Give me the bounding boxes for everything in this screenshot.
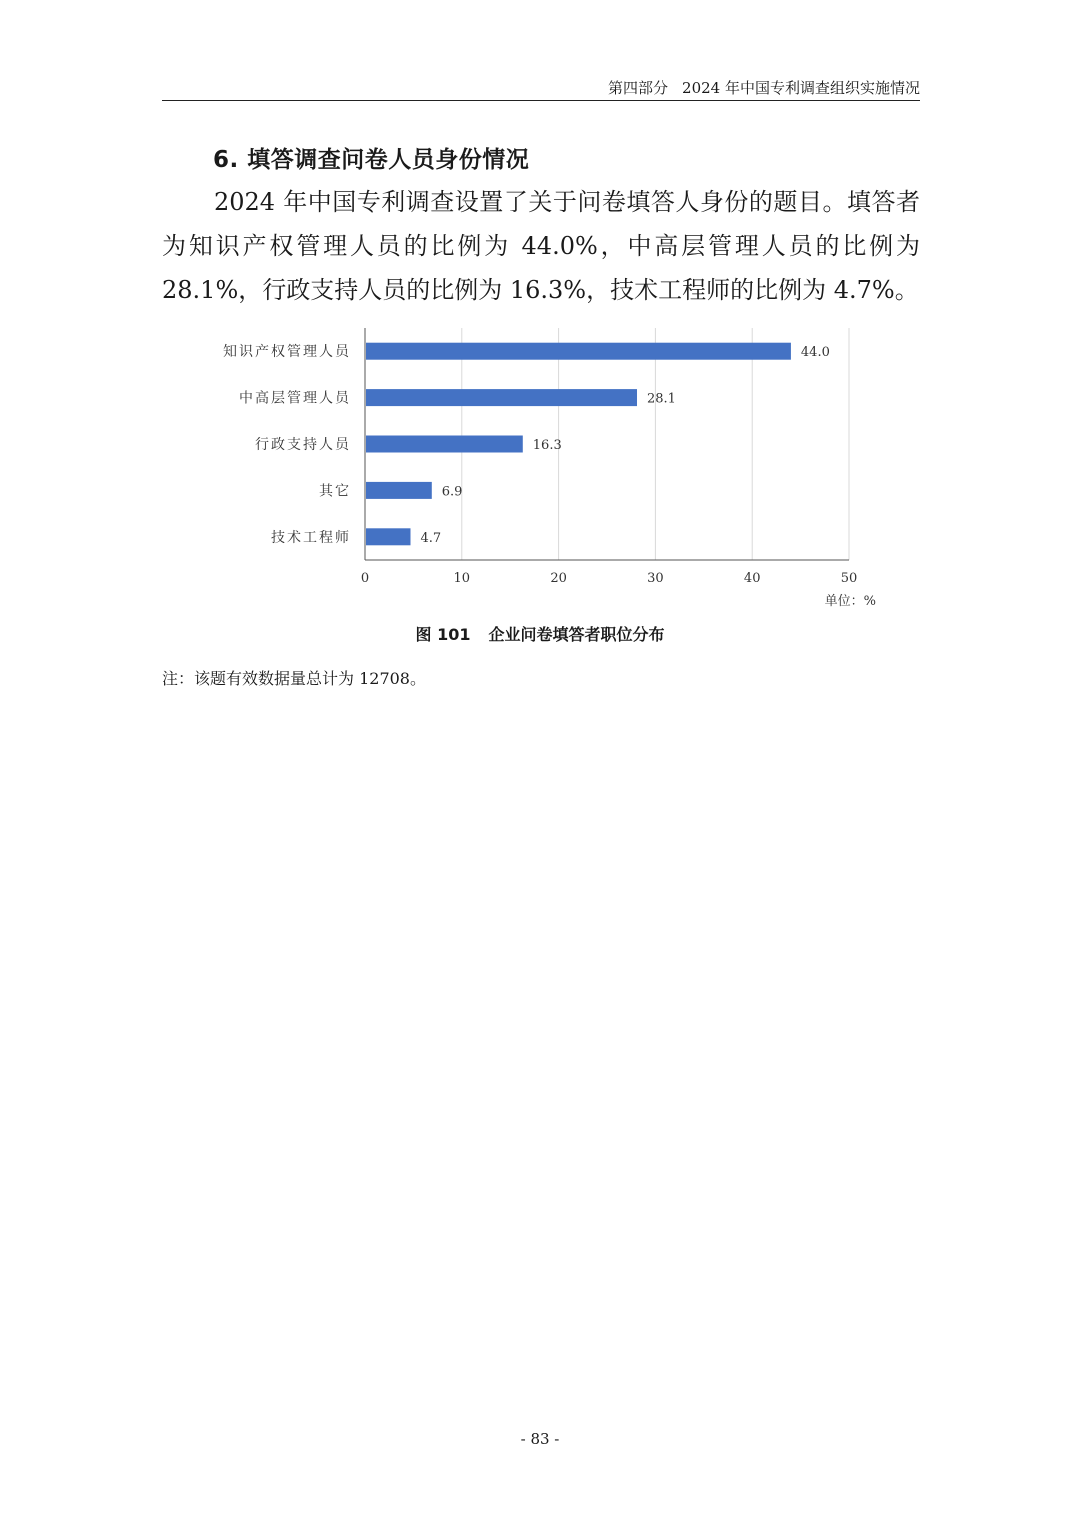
header-title: 2024 年中国专利调查组织实施情况 xyxy=(682,79,920,97)
bar-chart xyxy=(190,318,910,618)
bar xyxy=(366,436,523,453)
category-label: 其它 xyxy=(319,483,351,500)
bar xyxy=(366,528,410,545)
data-label: 6.9 xyxy=(441,484,463,500)
body-paragraph: 2024 年中国专利调查设置了关于问卷填答人身份的题目。填答者为知识产权管理人员的比例为 44.0%，中高层管理人员的比例为 28.1%，行政支持人员的比例为 16.3%，技术工程师的比例为 4.7%。 xyxy=(162,188,920,304)
data-label: 28.1 xyxy=(647,391,676,407)
figure-number: 图 101 xyxy=(415,625,471,644)
bar xyxy=(366,389,637,406)
section-heading: 6. 填答调查问卷人员身份情况 xyxy=(213,147,530,173)
x-tick-label: 10 xyxy=(453,571,471,586)
data-label: 44.0 xyxy=(800,345,830,361)
bar xyxy=(366,343,791,360)
bar xyxy=(366,482,432,499)
x-tick-label: 40 xyxy=(743,571,761,586)
x-tick-label: 20 xyxy=(550,571,567,586)
x-tick-label: 30 xyxy=(647,571,664,586)
footnote: 注：该题有效数据量总计为 12708。 xyxy=(162,669,426,688)
running-header xyxy=(162,76,920,101)
header-part: 第四部分 xyxy=(608,79,669,97)
category-label: 中高层管理人员 xyxy=(239,390,351,407)
x-tick-label: 50 xyxy=(840,571,858,586)
data-label: 4.7 xyxy=(420,530,442,546)
x-tick-label: 0 xyxy=(360,571,370,586)
category-label: 行政支持人员 xyxy=(255,437,351,453)
unit-label: 单位：% xyxy=(824,594,876,609)
page-number: - 83 - xyxy=(520,1430,560,1448)
figure-caption xyxy=(0,622,1080,645)
category-label: 知识产权管理人员 xyxy=(223,344,351,361)
figure-title: 企业问卷填答者职位分布 xyxy=(488,625,665,644)
category-label: 技术工程师 xyxy=(271,529,351,546)
data-label: 16.3 xyxy=(532,438,562,453)
